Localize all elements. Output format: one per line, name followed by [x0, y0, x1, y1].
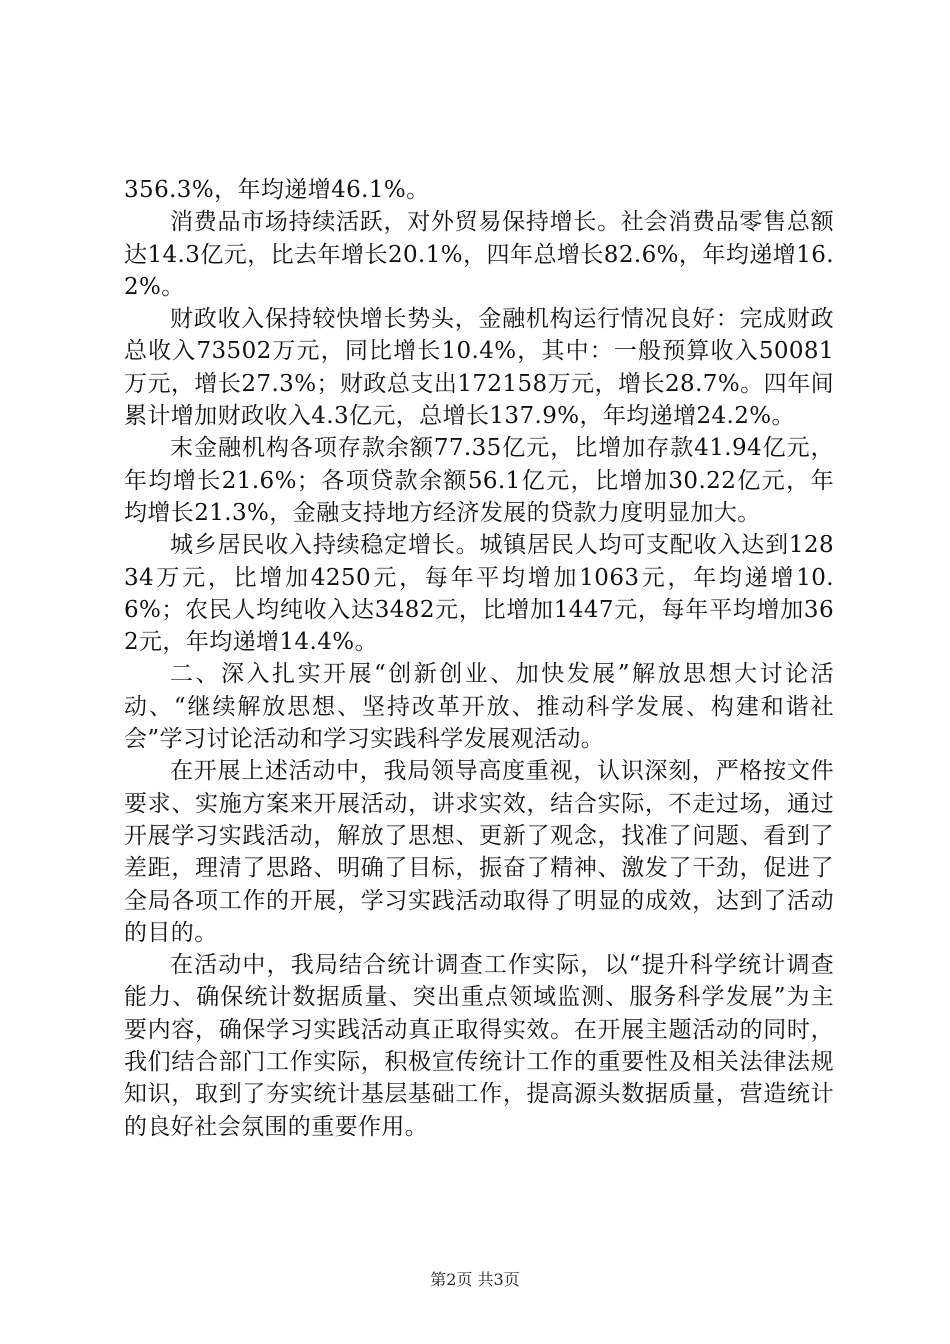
paragraph-activity-results: 在开展上述活动中，我局领导高度重视，认识深刻，严格按文件要求、实施方案来开展活动，讲求实效，结合实际，不走过场，通过开展学习实践活动，解放了思想、更新了观念，找准了问题、看到了差距，理清了思路、明确了目标，振奋了精神、激发了干劲，促进了全局各项工作的开展，学习实践活动取得了明显的成效，达到了活动的目的。 [124, 758, 834, 946]
paragraph-section-two-heading: 二、深入扎实开展“创新创业、加快发展”解放思想大讨论活动、“继续解放思想、坚持改革开放、推动科学发展、构建和谐社会”学习讨论活动和学习实践科学发展观活动。 [124, 661, 834, 753]
paragraph-activity-content: 在活动中，我局结合统计调查工作实际，以“提升科学统计调查能力、确保统计数据质量、突出重点领域监测、服务科学发展”为主要内容，确保学习实践活动真正取得实效。在开展主题活动的同时，我们结合部门工作实际，积极宣传统计工作的重要性及相关法律法规知识，取到了夯实统计基层基础工作，提高源头数据质量，营造统计的良好社会氛围的重要作用。 [124, 952, 834, 1140]
document-body [124, 174, 834, 1143]
paragraph-fiscal-revenue: 财政收入保持较快增长势头，金融机构运行情况良好：完成财政总收入73502万元，同比增长10.4%，其中：一般预算收入50081万元，增长27.3%；财政总支出172158万元，增长28.7%。四年间累计增加财政收入4.3亿元，总增长137.9%，年均递增24.2%。 [124, 306, 834, 430]
paragraph-continuation: 356.3%，年均递增46.1%。 [124, 177, 430, 203]
paragraph-consumer-market: 消费品市场持续活跃，对外贸易保持增长。社会消费品零售总额达14.3亿元，比去年增长20.1%，四年总增长82.6%，年均递增16.2%。 [124, 209, 834, 300]
paragraph-financial-deposits: 末金融机构各项存款余额77.35亿元，比增加存款41.94亿元，年均增长21.6%；各项贷款余额56.1亿元，比增加30.22亿元，年均增长21.3%，金融支持地方经济发展的贷款力度明显加大。 [124, 435, 834, 526]
paragraph-resident-income: 城乡居民收入持续稳定增长。城镇居民人均可支配收入达到12834万元，比增加4250元，每年平均增加1063元，年均递增10.6%；农民人均纯收入达3482元，比增加1447元，每年平均增加362元，年均递增14.4%。 [124, 532, 834, 656]
page-number-footer: 第2页 共3页 [430, 1270, 520, 1289]
